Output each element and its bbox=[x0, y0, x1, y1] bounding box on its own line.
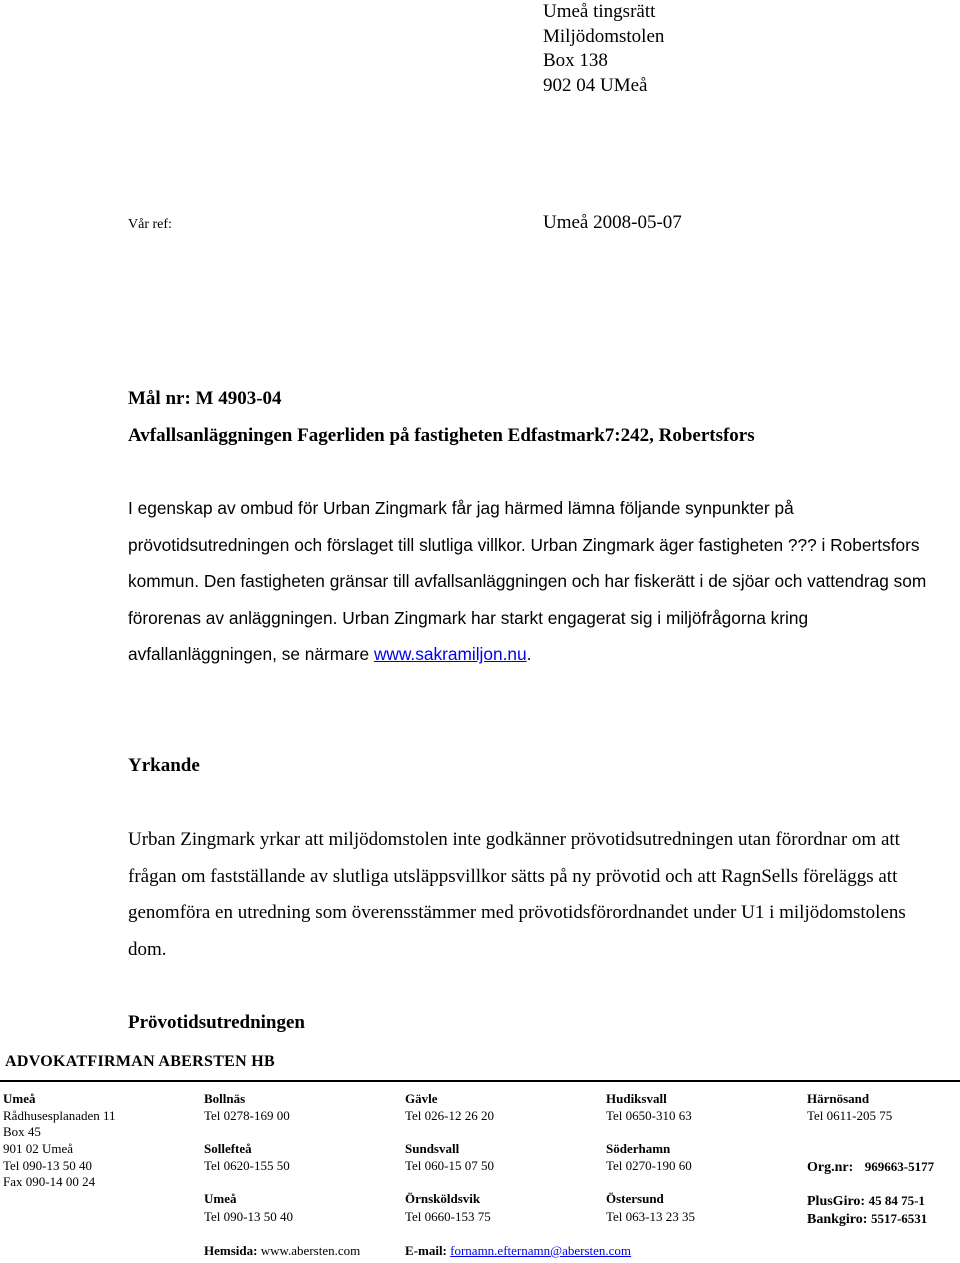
sakramiljon-link[interactable]: www.sakramiljon.nu bbox=[373, 644, 527, 665]
office-name: Östersund bbox=[606, 1191, 664, 1207]
org-label: Org.nr: bbox=[807, 1159, 854, 1175]
office-tel: Tel 0270-190 60 bbox=[606, 1157, 692, 1173]
email-label: E-mail: bbox=[405, 1243, 447, 1258]
recipient-court: Umeå tingsrätt bbox=[543, 1, 656, 22]
office-name: Söderhamn bbox=[606, 1141, 671, 1157]
offices-column-5 bbox=[807, 1091, 934, 1228]
bankgiro-label: Bankgiro: bbox=[807, 1211, 868, 1227]
offices-column-3 bbox=[405, 1091, 494, 1226]
office-name: Hudiksvall bbox=[606, 1091, 667, 1106]
office-umea-main bbox=[3, 1091, 116, 1191]
office-tel: Tel 090-13 50 40 bbox=[3, 1157, 92, 1173]
homepage-label: Hemsida: bbox=[204, 1243, 258, 1258]
office-tel: Tel 0650-310 63 bbox=[606, 1107, 692, 1123]
bankgiro bbox=[807, 1211, 934, 1228]
office-box: Box 45 bbox=[3, 1124, 41, 1140]
homepage bbox=[204, 1243, 360, 1259]
office-street: Rådhusesplanaden 11 bbox=[3, 1107, 116, 1123]
firm-name: ADVOKATFIRMAN ABERSTEN HB bbox=[5, 1053, 276, 1070]
recipient-postal: 902 04 UMeå bbox=[543, 74, 648, 96]
homepage-value: www.abersten.com bbox=[260, 1243, 361, 1258]
org-number bbox=[807, 1159, 934, 1176]
office-name: Sollefteå bbox=[204, 1141, 252, 1157]
intro-text-end: . bbox=[526, 644, 532, 665]
office-name: Umeå bbox=[204, 1191, 237, 1207]
office-tel: Tel 0660-153 75 bbox=[405, 1208, 491, 1224]
email bbox=[405, 1243, 631, 1259]
footer-divider bbox=[0, 1080, 960, 1082]
office-postal: 901 02 Umeå bbox=[3, 1141, 74, 1157]
offices-column-4 bbox=[606, 1091, 695, 1226]
office-tel: Tel 0278-169 00 bbox=[204, 1107, 290, 1123]
recipient-department: Miljödomstolen bbox=[543, 25, 665, 47]
office-tel: Tel 026-12 26 20 bbox=[405, 1107, 494, 1123]
email-link[interactable]: fornamn.efternamn@abersten.com bbox=[450, 1243, 632, 1258]
bankgiro-value: 5517-6531 bbox=[870, 1210, 928, 1226]
case-number: Mål nr: M 4903-04 bbox=[128, 388, 282, 409]
office-name: Härnösand bbox=[807, 1091, 870, 1106]
reference-label: Vår ref: bbox=[128, 217, 172, 232]
recipient-box: Box 138 bbox=[543, 50, 608, 71]
intro-text: I egenskap av ombud för Urban Zingmark får jag härmed lämna följande synpunkter på prövotidsutredningen och förslaget till slutliga villkor. Urban Zingmark äger fastigheten ??? i Robertsfors kommun. Den fastigheten gränsar till avfallsanläggningen och har fiskerätt i de sjöar och vattendrag som förorenas av anläggningen. Urban Zingmark har starkt engagerat sig i miljöfrågorna kring avfallanläggningen, se närmare bbox=[128, 498, 927, 665]
plusgiro-value: 45 84 75-1 bbox=[868, 1193, 925, 1209]
office-name: Umeå bbox=[3, 1091, 36, 1106]
recipient-address bbox=[543, 0, 664, 98]
office-tel: Tel 063-13 23 35 bbox=[606, 1208, 695, 1224]
letter-date: Umeå 2008-05-07 bbox=[543, 212, 682, 233]
office-name: Gävle bbox=[405, 1091, 438, 1106]
offices-column-2 bbox=[204, 1091, 293, 1226]
office-tel: Tel 0611-205 75 bbox=[807, 1107, 893, 1123]
office-tel: Tel 090-13 50 40 bbox=[204, 1208, 293, 1224]
office-fax: Fax 090-14 00 24 bbox=[3, 1174, 96, 1190]
office-tel: Tel 0620-155 50 bbox=[204, 1157, 290, 1173]
office-name: Örnsköldsvik bbox=[405, 1191, 481, 1207]
plusgiro bbox=[807, 1193, 934, 1210]
yrkande-text: Urban Zingmark yrkar att miljödomstolen inte godkänner prövotidsutredningen utan förordnar om att frågan om fastställande av slutliga utsläppsvillkor sätts på ny prövotid och att RagnSells föreläggs att genomföra en utredning som överensstämmer med prövotidsförordnandet under U1 i miljödomstolens dom. bbox=[128, 829, 906, 960]
yrkande-paragraph bbox=[128, 822, 928, 968]
yrkande-heading: Yrkande bbox=[128, 755, 200, 776]
office-name: Bollnäs bbox=[204, 1091, 246, 1106]
office-name: Sundsvall bbox=[405, 1141, 460, 1157]
org-value: 969663-5177 bbox=[864, 1158, 935, 1174]
plusgiro-label: PlusGiro: bbox=[807, 1194, 866, 1210]
intro-paragraph bbox=[128, 490, 928, 673]
provotid-heading: Prövotidsutredningen bbox=[128, 1012, 306, 1033]
case-title: Avfallsanläggningen Fagerliden på fastigheten Edfastmark7:242, Robertsfors bbox=[128, 425, 755, 446]
office-tel: Tel 060-15 07 50 bbox=[405, 1157, 494, 1173]
